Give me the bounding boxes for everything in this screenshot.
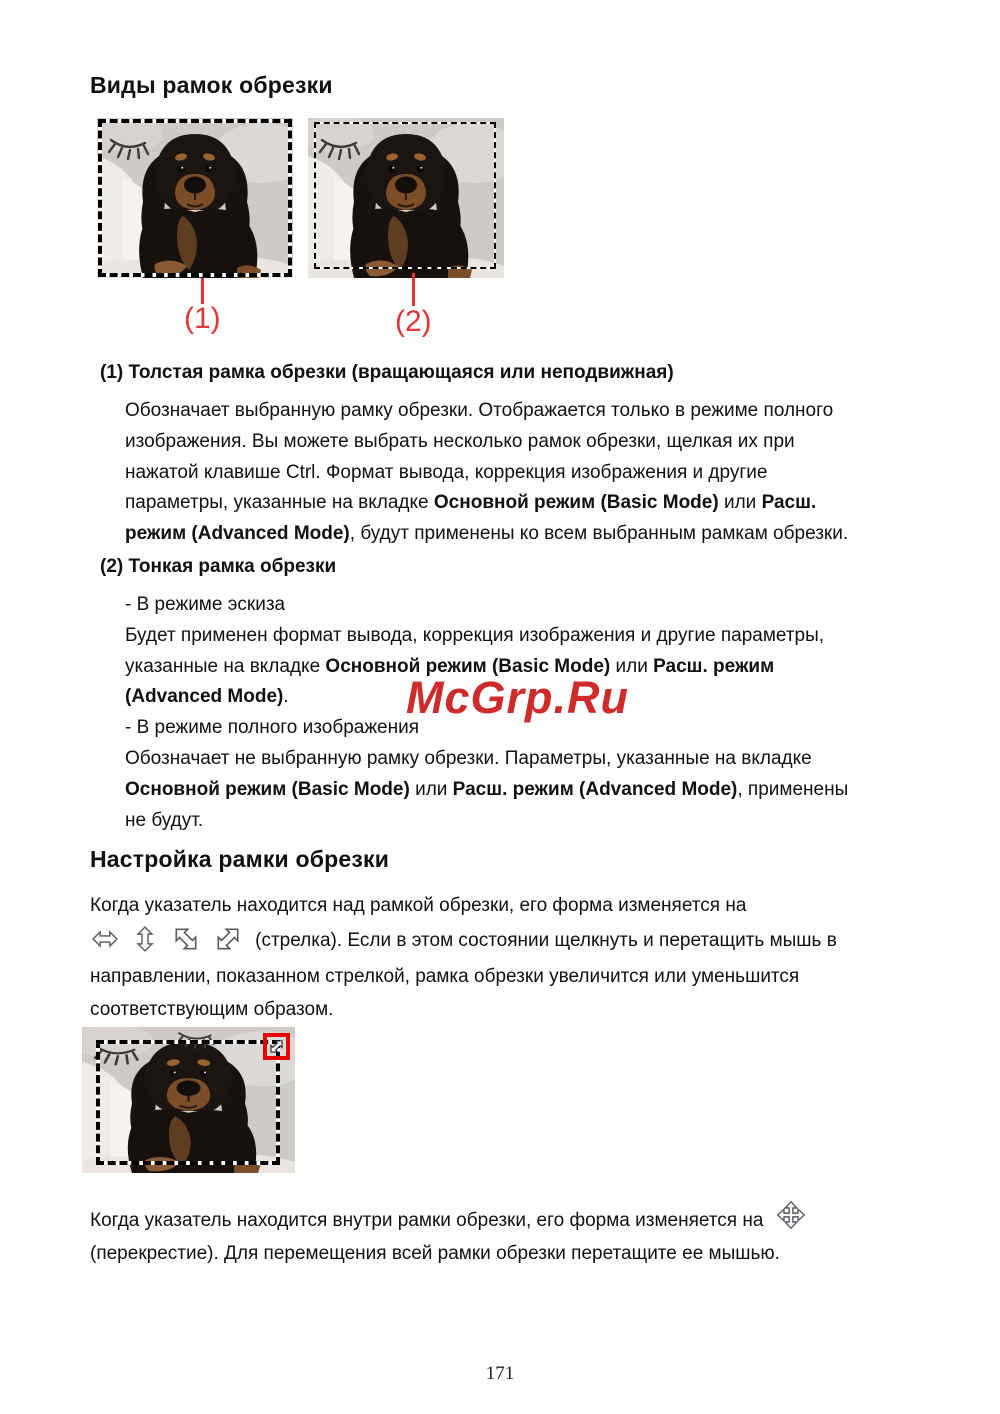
callout-line-1 xyxy=(201,278,204,304)
item-1-body xyxy=(125,396,848,550)
section-title-crop-frame-adjust: Настройка рамки обрезки xyxy=(90,846,390,872)
photo-thick-crop-frame xyxy=(97,118,293,278)
text-line: (перекрестие). Для перемещения всей рамки обрезки перетащите ее мышью. xyxy=(90,1243,780,1264)
text-line: соответствующим образом. xyxy=(90,999,334,1020)
text-line-with-cursor-icons xyxy=(90,922,837,960)
callout-line-2 xyxy=(412,273,415,306)
item-1-heading: (1) Толстая рамка обрезки (вращающаяся или неподвижная) xyxy=(100,362,674,383)
text-line: режим (Advanced Mode), будут применены ко всем выбранным рамкам обрезки. xyxy=(125,523,849,545)
thick-crop-frame[interactable] xyxy=(96,1040,280,1165)
text-line: - В режиме полного изображения xyxy=(125,717,420,739)
text-line: Обозначает выбранную рамку обрезки. Отображается только в режиме полного xyxy=(125,400,834,421)
text-line: нажатой клавише Ctrl. Формат вывода, коррекция изображения и другие xyxy=(125,461,768,483)
text-line: Основной режим (Basic Mode) или Расш. режим (Advanced Mode), применены xyxy=(125,778,849,800)
vertical-resize-arrow-icon xyxy=(132,924,158,954)
resize-handle-highlight-box xyxy=(263,1033,290,1060)
thin-crop-frame[interactable] xyxy=(314,122,496,269)
text-after-icons: (стрелка). Если в этом состоянии щелкнуть и перетащить мышь в xyxy=(255,930,837,951)
adjust-paragraph xyxy=(90,889,837,1026)
text-line-with-move-icon xyxy=(90,1204,805,1237)
watermark: McGrp.Ru xyxy=(406,672,630,723)
text-line: - В режиме эскиза xyxy=(125,594,286,615)
text-line: направлении, показанном стрелкой, рамка обрезки увеличится или уменьшится xyxy=(90,966,800,987)
text-line: Обозначает не выбранную рамку обрезки. Параметры, указанные на вкладке xyxy=(125,747,812,769)
item-2-heading: (2) Тонкая рамка обрезки xyxy=(100,556,337,577)
page-number: 171 xyxy=(485,1363,515,1384)
text-before-move-icon: Когда указатель находится внутри рамки обрезки, его форма изменяется на xyxy=(90,1210,764,1231)
section-title-crop-frame-types: Виды рамок обрезки xyxy=(90,72,333,98)
text-line: параметры, указанные на вкладке Основной режим (Basic Mode) или Расш. xyxy=(125,492,817,514)
text-line: изображения. Вы можете выбрать несколько рамок обрезки, щелкая их при xyxy=(125,430,795,452)
diagonal-nwse-resize-arrow-icon xyxy=(171,924,201,954)
photo-thin-crop-frame xyxy=(308,118,504,278)
text-line: указанные на вкладке Основной режим (Basic Mode) или Расш. режим xyxy=(125,655,775,677)
photo-resize-handle-example xyxy=(82,1027,295,1173)
text-line: Будет применен формат вывода, коррекция изображения и другие параметры, xyxy=(125,624,825,646)
diagonal-nesw-resize-arrow-icon xyxy=(213,924,243,954)
thick-crop-frame[interactable] xyxy=(98,119,292,277)
callout-label-2: (2) xyxy=(395,305,432,338)
text-line: не будут. xyxy=(125,809,204,831)
diagonal-resize-handle-icon[interactable] xyxy=(268,1038,285,1055)
text-line: (Advanced Mode). xyxy=(125,686,289,708)
move-paragraph xyxy=(90,1204,805,1270)
text-line: Когда указатель находится над рамкой обрезки, его форма изменяется на xyxy=(90,895,747,916)
callout-label-1: (1) xyxy=(184,302,221,335)
horizontal-resize-arrow-icon xyxy=(90,926,120,952)
move-cross-arrow-icon xyxy=(777,1201,805,1229)
